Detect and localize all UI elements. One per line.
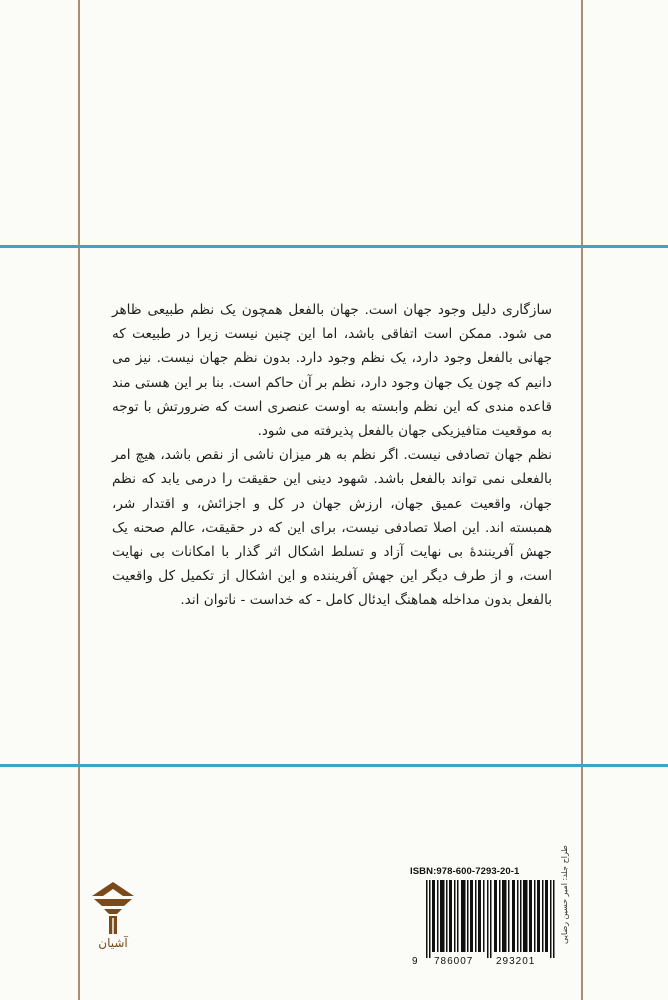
- blurb-text: [112, 298, 552, 613]
- barcode-right-group: 293201: [496, 956, 536, 967]
- right-vertical-line: [581, 0, 583, 1000]
- top-horizontal-line: [0, 245, 668, 248]
- blurb-paragraph-2: نظم جهان تصادفی نیست. اگر نظم به هر میزان ناشی از نقص باشد، هیچ امر بالفعلی نمی تواند بالفعل باشد. شهود دینی این حقیقت را درمی یابد که نظم جهان، واقعیت عمیق جهان، ارزش جهان در کل و اجزائش، و اقتدار شر، همبسته اند. این اصلا تصادفی نیست، برای این که در حقیقت، عالم صحنه یک جهش آفرینندهٔ بی نهایت آزاد و تسلط اشکال اثر گذار با امکانات بی نهایت است، و از طرف دیگر این جهش آفریننده و این اشکال از تکمیل کل واقعیت بالفعل بدون مداخله هماهنگ ایدئال کامل - که خداست - ناتوان اند.: [112, 447, 552, 609]
- blurb-paragraph-1: سازگاری دلیل وجود جهان است. جهان بالفعل همچون یک نظم طبیعی ظاهر می شود. ممکن است اتفاقی باشد، اما این چنین نیست زیرا در طبیعت که جهانی بالفعل وجود دارد، یک نظم وجود دارد. بدون نظم جهان نیست. نیز می دانیم که چون یک جهان وجود دارد، نظم بر آن حاکم است. بنا بر این هستی مند قاعده مندی که این نظم وابسته به اوست عنصری است که ضرورتش با توجه به موقعیت متافیزیکی جهان بالفعل پذیرفته می شود.: [112, 302, 552, 440]
- barcode-block: [410, 866, 570, 970]
- isbn-label: ISBN:978-600-7293-20-1: [410, 866, 520, 877]
- left-vertical-line: [78, 0, 80, 1000]
- ean13-barcode-icon: [416, 880, 566, 958]
- barcode-first-digit: 9: [412, 956, 418, 967]
- bottom-horizontal-line: [0, 764, 668, 767]
- cover-designer-credit: طراح جلد: امیر حسین رضایی: [560, 845, 569, 944]
- barcode-left-group: 786007: [434, 956, 474, 967]
- ashian-logo-icon: [86, 880, 140, 936]
- publisher-name: آشیان: [98, 936, 128, 950]
